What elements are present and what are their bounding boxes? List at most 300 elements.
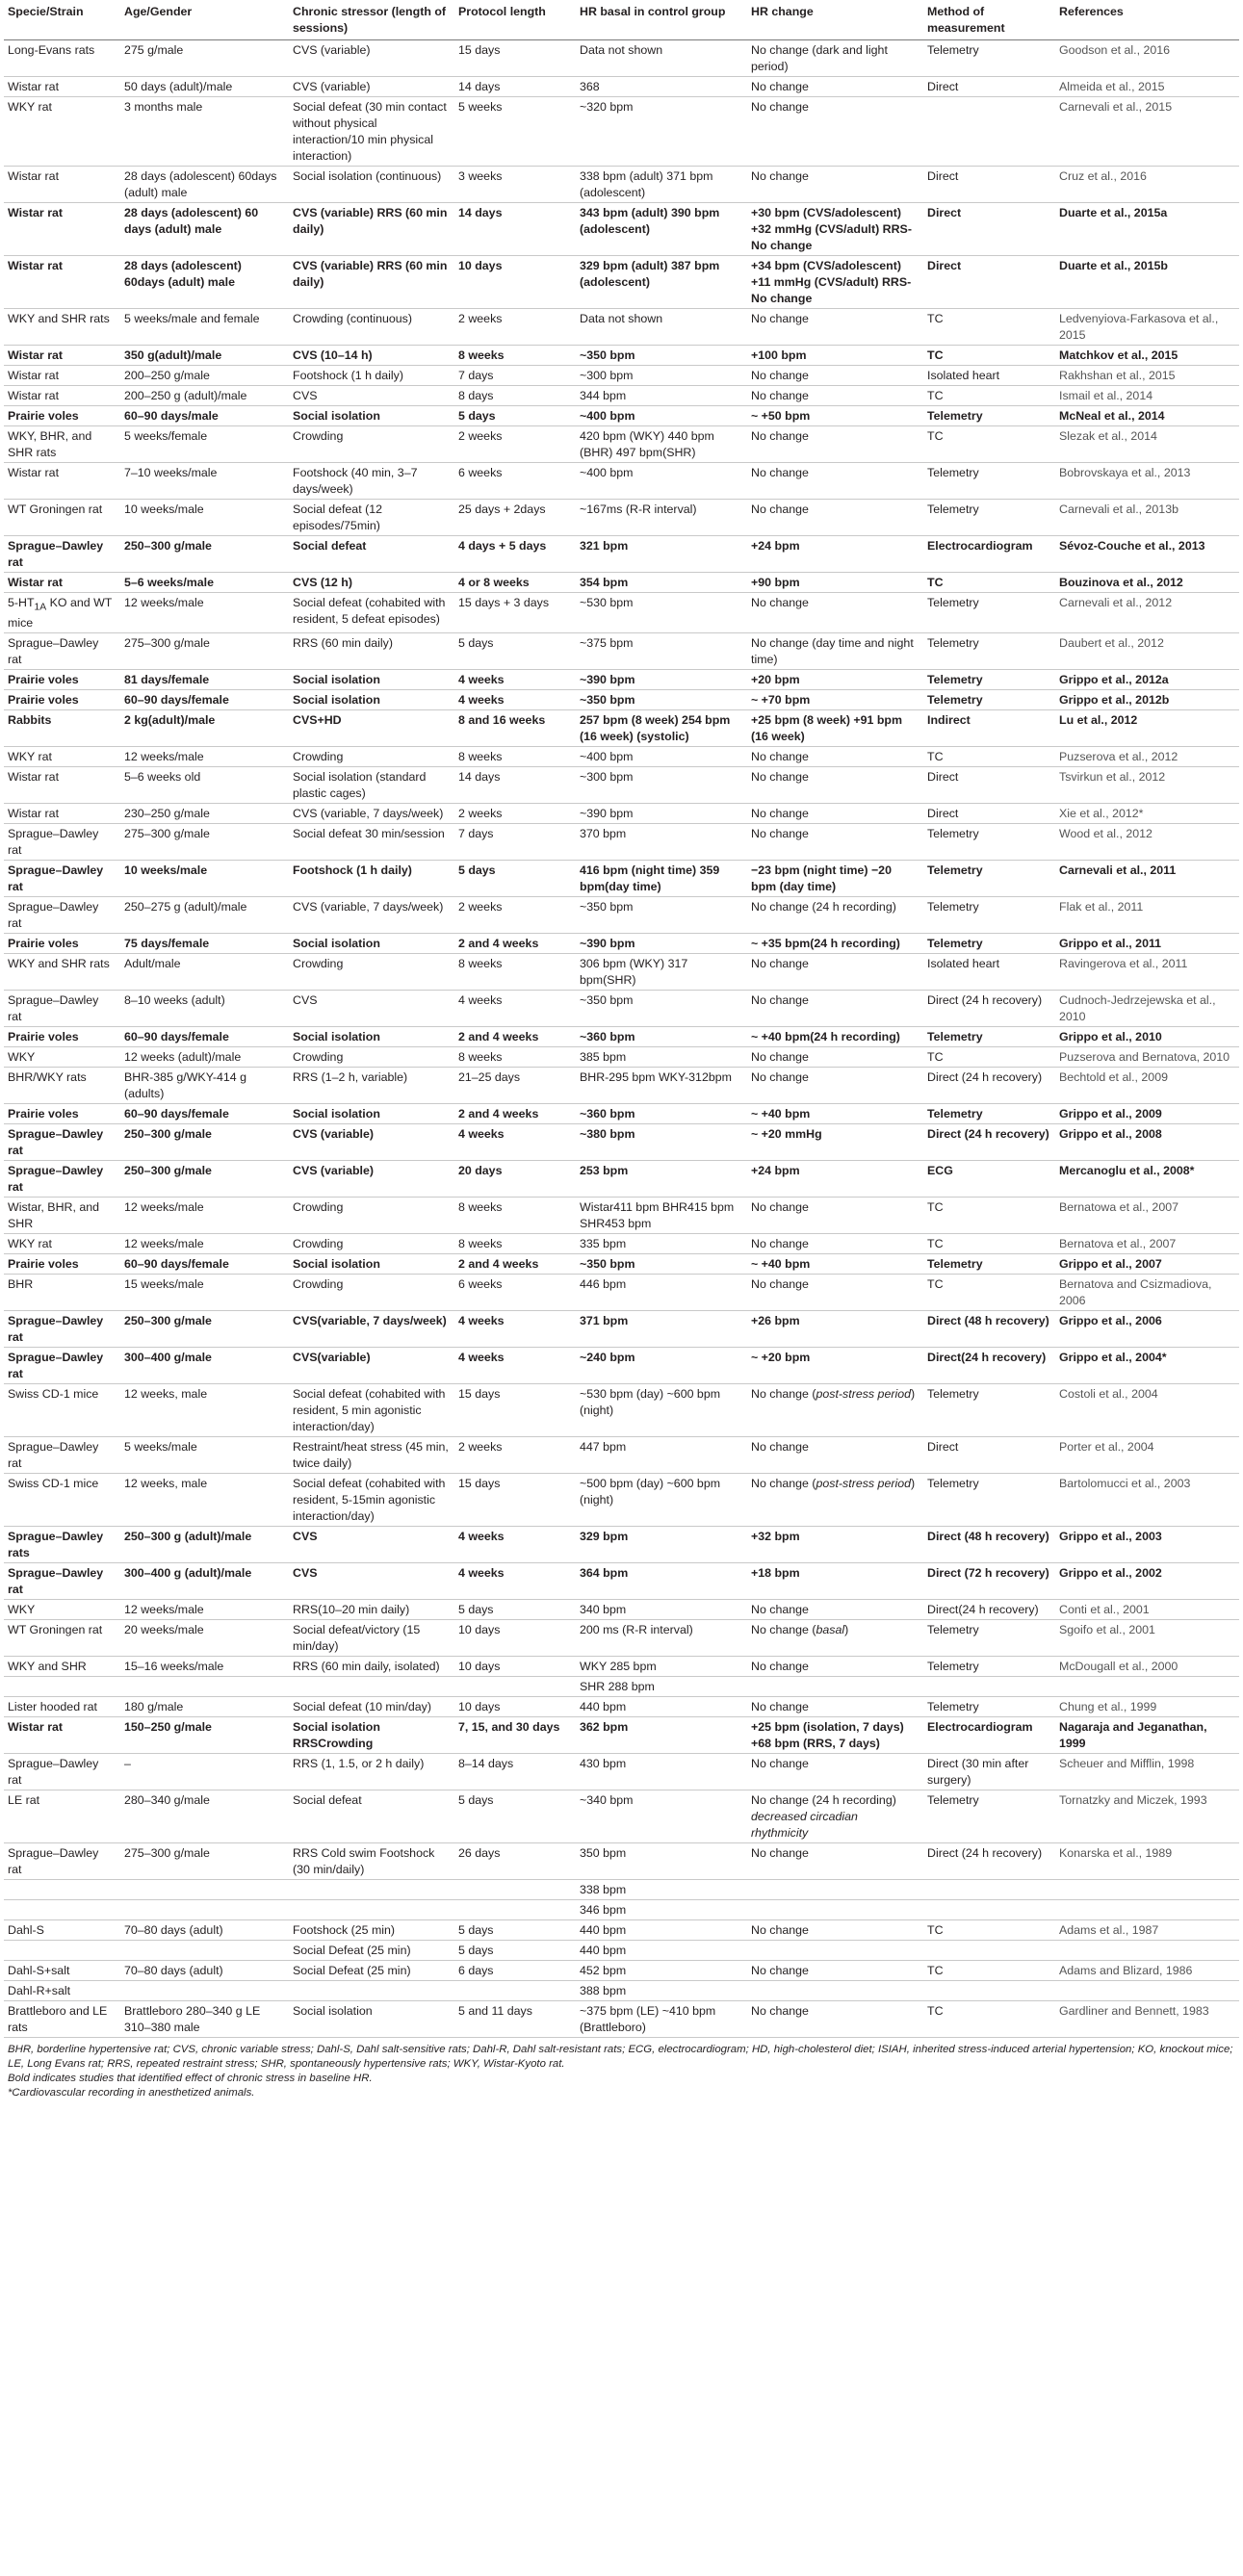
cell-reference: Xie et al., 2012* (1055, 804, 1239, 824)
cell-chronic-stressor: CVS (variable, 7 days/week) (289, 804, 454, 824)
cell-hr-basal: ~340 bpm (576, 1790, 747, 1843)
cell-species: WKY and SHR (4, 1657, 120, 1677)
cell-hr-change: +24 bpm (747, 536, 923, 573)
cell-age-gender: 60–90 days/female (120, 1027, 289, 1047)
cell-method: Telemetry (923, 406, 1055, 426)
cell-reference: Goodson et al., 2016 (1055, 40, 1239, 77)
cell-chronic-stressor: Social Defeat (25 min) (289, 1941, 454, 1961)
header-row (4, 2, 1239, 40)
header-method: Method of measurement (923, 2, 1055, 40)
cell-hr-change: No change (747, 1437, 923, 1474)
cell-hr-change: No change (day time and night time) (747, 633, 923, 670)
cell-protocol-length: 21–25 days (454, 1068, 576, 1104)
cell-protocol-length: 8 weeks (454, 747, 576, 767)
cell-reference: Ismail et al., 2014 (1055, 386, 1239, 406)
cell-chronic-stressor: Social isolation (289, 1104, 454, 1124)
cell-reference: Bernatova et al., 2007 (1055, 1234, 1239, 1254)
cell-hr-change: No change (24 h recording) decreased circadian rhythmicity (747, 1790, 923, 1843)
table-row (4, 346, 1239, 366)
table-row (4, 97, 1239, 167)
table-row (4, 1124, 1239, 1161)
cell-species: WKY and SHR rats (4, 309, 120, 346)
cell-age-gender (120, 1880, 289, 1900)
cell-reference: Grippo et al., 2010 (1055, 1027, 1239, 1047)
cell-hr-change: No change (dark and light period) (747, 40, 923, 77)
cell-hr-basal: 446 bpm (576, 1275, 747, 1311)
cell-hr-basal: 343 bpm (adult) 390 bpm (adolescent) (576, 203, 747, 256)
table-row (4, 1657, 1239, 1677)
cell-method: Telemetry (923, 500, 1055, 536)
cell-age-gender: 5 weeks/male and female (120, 309, 289, 346)
cell-protocol-length: 2 and 4 weeks (454, 934, 576, 954)
cell-reference: Daubert et al., 2012 (1055, 633, 1239, 670)
cell-protocol-length: 8–14 days (454, 1754, 576, 1790)
cell-hr-basal: 253 bpm (576, 1161, 747, 1198)
cell-hr-change: No change (747, 1697, 923, 1717)
cell-chronic-stressor: Crowding (289, 1234, 454, 1254)
cell-chronic-stressor: Social isolation RRSCrowding (289, 1717, 454, 1754)
cell-protocol-length: 6 weeks (454, 1275, 576, 1311)
cell-chronic-stressor: Social isolation (289, 934, 454, 954)
cell-reference: Grippo et al., 2003 (1055, 1527, 1239, 1563)
cell-hr-basal: ~390 bpm (576, 670, 747, 690)
cell-hr-change: No change (747, 1657, 923, 1677)
cell-protocol-length: 8 days (454, 386, 576, 406)
cell-hr-change: ~ +40 bpm (747, 1104, 923, 1124)
cell-hr-basal: 338 bpm (576, 1880, 747, 1900)
cell-age-gender: 300–400 g (adult)/male (120, 1563, 289, 1600)
cell-species: Wistar rat (4, 573, 120, 593)
header-chronic-stressor: Chronic stressor (length of sessions) (289, 2, 454, 40)
cell-reference: Sgoifo et al., 2001 (1055, 1620, 1239, 1657)
cell-species: Wistar rat (4, 366, 120, 386)
cell-age-gender: 12 weeks, male (120, 1474, 289, 1527)
cell-method (923, 1677, 1055, 1697)
table-row (4, 309, 1239, 346)
cell-hr-basal: 416 bpm (night time) 359 bpm(day time) (576, 861, 747, 897)
cell-reference: Ledvenyiova-Farkasova et al., 2015 (1055, 309, 1239, 346)
cell-age-gender: 12 weeks/male (120, 593, 289, 633)
cell-age-gender: Brattleboro 280–340 g LE 310–380 male (120, 2001, 289, 2038)
cell-method: Telemetry (923, 1620, 1055, 1657)
cell-species: Sprague–Dawley rat (4, 633, 120, 670)
cell-hr-basal: 420 bpm (WKY) 440 bpm (BHR) 497 bpm(SHR) (576, 426, 747, 463)
cell-reference: Carnevali et al., 2015 (1055, 97, 1239, 167)
cell-protocol-length: 2 weeks (454, 897, 576, 934)
cell-protocol-length: 15 days (454, 1474, 576, 1527)
cell-age-gender: 28 days (adolescent) 60days (adult) male (120, 256, 289, 309)
cell-species: WKY (4, 1600, 120, 1620)
cell-species: Sprague–Dawley rat (4, 1437, 120, 1474)
cell-hr-change: No change (747, 97, 923, 167)
cell-chronic-stressor: CVS (variable) (289, 1161, 454, 1198)
cell-reference (1055, 1941, 1239, 1961)
cell-reference: Wood et al., 2012 (1055, 824, 1239, 861)
cell-species: Prairie voles (4, 1254, 120, 1275)
cell-chronic-stressor: CVS (variable) (289, 77, 454, 97)
cell-protocol-length (454, 1981, 576, 2001)
table-row (4, 593, 1239, 633)
cell-method: Telemetry (923, 934, 1055, 954)
cell-method: Telemetry (923, 861, 1055, 897)
table-row (4, 670, 1239, 690)
cell-chronic-stressor: RRS (1–2 h, variable) (289, 1068, 454, 1104)
cell-reference: McNeal et al., 2014 (1055, 406, 1239, 426)
cell-protocol-length (454, 1677, 576, 1697)
cell-hr-basal: Data not shown (576, 40, 747, 77)
cell-hr-change: No change (747, 1843, 923, 1880)
cell-hr-basal: 440 bpm (576, 1941, 747, 1961)
table-row (4, 463, 1239, 500)
cell-chronic-stressor: Crowding (289, 954, 454, 991)
table-row (4, 1697, 1239, 1717)
cell-protocol-length: 7 days (454, 366, 576, 386)
cell-species: Wistar, BHR, and SHR (4, 1198, 120, 1234)
cell-protocol-length: 14 days (454, 767, 576, 804)
cell-method: Indirect (923, 710, 1055, 747)
cell-hr-basal: ~360 bpm (576, 1104, 747, 1124)
cell-method: Telemetry (923, 670, 1055, 690)
table-row (4, 710, 1239, 747)
cell-hr-change: −23 bpm (night time) −20 bpm (day time) (747, 861, 923, 897)
cell-species: Wistar rat (4, 1717, 120, 1754)
cell-protocol-length: 10 days (454, 1697, 576, 1717)
cell-method (923, 1941, 1055, 1961)
cell-protocol-length: 4 weeks (454, 1527, 576, 1563)
cell-hr-basal: ~350 bpm (576, 897, 747, 934)
cell-hr-change: No change (747, 500, 923, 536)
cell-species: Swiss CD-1 mice (4, 1384, 120, 1437)
cell-age-gender: 15 weeks/male (120, 1275, 289, 1311)
header-references: References (1055, 2, 1239, 40)
cell-reference (1055, 1900, 1239, 1920)
table-row (4, 1754, 1239, 1790)
cell-protocol-length: 25 days + 2days (454, 500, 576, 536)
cell-reference: Grippo et al., 2011 (1055, 934, 1239, 954)
cell-hr-basal: ~167ms (R-R interval) (576, 500, 747, 536)
cell-chronic-stressor: Social isolation (289, 670, 454, 690)
cell-chronic-stressor (289, 1900, 454, 1920)
cell-reference: Costoli et al., 2004 (1055, 1384, 1239, 1437)
cell-hr-basal: ~400 bpm (576, 463, 747, 500)
cell-hr-basal: ~530 bpm (576, 593, 747, 633)
cell-chronic-stressor: CVS (10–14 h) (289, 346, 454, 366)
cell-age-gender: 60–90 days/female (120, 1104, 289, 1124)
cell-chronic-stressor: Social isolation (standard plastic cages) (289, 767, 454, 804)
cell-method: ECG (923, 1161, 1055, 1198)
cell-protocol-length: 14 days (454, 203, 576, 256)
cell-age-gender: 70–80 days (adult) (120, 1920, 289, 1941)
cell-protocol-length: 5 days (454, 1920, 576, 1941)
cell-reference: Almeida et al., 2015 (1055, 77, 1239, 97)
table-row (4, 203, 1239, 256)
cell-method: Direct(24 h recovery) (923, 1600, 1055, 1620)
cell-chronic-stressor: CVS (289, 991, 454, 1027)
cell-protocol-length: 2 and 4 weeks (454, 1104, 576, 1124)
table-row (4, 386, 1239, 406)
table-row (4, 934, 1239, 954)
cell-protocol-length: 14 days (454, 77, 576, 97)
cell-hr-change: No change (747, 366, 923, 386)
cell-reference: Slezak et al., 2014 (1055, 426, 1239, 463)
table-row (4, 40, 1239, 77)
table-row (4, 426, 1239, 463)
cell-method: TC (923, 1234, 1055, 1254)
cell-protocol-length: 2 weeks (454, 804, 576, 824)
table-row (4, 1384, 1239, 1437)
cell-reference: Cudnoch-Jedrzejewska et al., 2010 (1055, 991, 1239, 1027)
cell-species: BHR (4, 1275, 120, 1311)
cell-reference: Bernatowa et al., 2007 (1055, 1198, 1239, 1234)
cell-method: TC (923, 309, 1055, 346)
cell-method: Telemetry (923, 690, 1055, 710)
cell-age-gender: 75 days/female (120, 934, 289, 954)
table-row (4, 1677, 1239, 1697)
cell-reference: Conti et al., 2001 (1055, 1600, 1239, 1620)
cell-age-gender (120, 1900, 289, 1920)
cell-method: Direct (24 h recovery) (923, 991, 1055, 1027)
cell-method: Telemetry (923, 1384, 1055, 1437)
table-row (4, 1563, 1239, 1600)
cell-species: Sprague–Dawley rat (4, 1161, 120, 1198)
table-row (4, 573, 1239, 593)
cell-protocol-length: 8 weeks (454, 346, 576, 366)
header-age-gender: Age/Gender (120, 2, 289, 40)
table-row (4, 1234, 1239, 1254)
cell-chronic-stressor: RRS(10–20 min daily) (289, 1600, 454, 1620)
cell-chronic-stressor: Social defeat (289, 536, 454, 573)
cell-reference: Tornatzky and Miczek, 1993 (1055, 1790, 1239, 1843)
cell-hr-basal: 340 bpm (576, 1600, 747, 1620)
cell-chronic-stressor: Social isolation (289, 2001, 454, 2038)
cell-species: Wistar rat (4, 767, 120, 804)
cell-reference: Bernatova and Csizmadiova, 2006 (1055, 1275, 1239, 1311)
cell-species (4, 1880, 120, 1900)
footnote-anesthetized: *Cardiovascular recording in anesthetized animals. (8, 2087, 255, 2099)
cell-hr-basal: 329 bpm (576, 1527, 747, 1563)
cell-method: Telemetry (923, 897, 1055, 934)
table-row (4, 1047, 1239, 1068)
cell-chronic-stressor: Footshock (25 min) (289, 1920, 454, 1941)
cell-chronic-stressor: Social Defeat (25 min) (289, 1961, 454, 1981)
cell-hr-basal: ~350 bpm (576, 346, 747, 366)
table-row (4, 767, 1239, 804)
cell-hr-change: +24 bpm (747, 1161, 923, 1198)
table-row (4, 256, 1239, 309)
cell-method: TC (923, 573, 1055, 593)
table-row (4, 77, 1239, 97)
cell-protocol-length: 4 weeks (454, 670, 576, 690)
cell-chronic-stressor: RRS (1, 1.5, or 2 h daily) (289, 1754, 454, 1790)
cell-method: Direct (923, 203, 1055, 256)
cell-reference: Adams and Blizard, 1986 (1055, 1961, 1239, 1981)
cell-method: Direct (923, 1437, 1055, 1474)
cell-chronic-stressor: Social defeat (cohabited with resident, 5 min agonistic interaction/day) (289, 1384, 454, 1437)
cell-age-gender: 12 weeks/male (120, 1234, 289, 1254)
cell-hr-change: +90 bpm (747, 573, 923, 593)
cell-age-gender: 275–300 g/male (120, 1843, 289, 1880)
cell-method: Direct (48 h recovery) (923, 1527, 1055, 1563)
cell-age-gender: 250–300 g (adult)/male (120, 1527, 289, 1563)
cell-hr-basal: 329 bpm (adult) 387 bpm (adolescent) (576, 256, 747, 309)
table-row (4, 1717, 1239, 1754)
cell-species: Sprague–Dawley rat (4, 1843, 120, 1880)
cell-species: WKY rat (4, 97, 120, 167)
cell-hr-change: No change (747, 804, 923, 824)
cell-hr-basal: ~400 bpm (576, 406, 747, 426)
cell-chronic-stressor (289, 1981, 454, 2001)
cell-hr-change: No change (747, 593, 923, 633)
cell-reference: Puzserova et al., 2012 (1055, 747, 1239, 767)
cell-hr-basal: 388 bpm (576, 1981, 747, 2001)
cell-chronic-stressor: CVS+HD (289, 710, 454, 747)
cell-hr-change: No change (747, 1047, 923, 1068)
cell-age-gender: 15–16 weeks/male (120, 1657, 289, 1677)
table-row (4, 1275, 1239, 1311)
cell-species: Sprague–Dawley rat (4, 861, 120, 897)
cell-protocol-length: 5 days (454, 406, 576, 426)
table-row (4, 1161, 1239, 1198)
cell-reference: Sévoz-Couche et al., 2013 (1055, 536, 1239, 573)
cell-reference: Carnevali et al., 2011 (1055, 861, 1239, 897)
cell-protocol-length: 5 days (454, 633, 576, 670)
cell-method: Direct (923, 767, 1055, 804)
cell-hr-change: +25 bpm (isolation, 7 days) +68 bpm (RRS, 7 days) (747, 1717, 923, 1754)
table-footnotes (4, 2038, 1239, 2100)
cell-hr-basal: ~500 bpm (day) ~600 bpm (night) (576, 1474, 747, 1527)
cell-age-gender: 70–80 days (adult) (120, 1961, 289, 1981)
cell-age-gender: 60–90 days/female (120, 1254, 289, 1275)
cell-chronic-stressor: CVS (variable) RRS (60 min daily) (289, 256, 454, 309)
table-row (4, 2001, 1239, 2038)
cell-hr-change: No change (747, 386, 923, 406)
cell-hr-change: +30 bpm (CVS/adolescent) +32 mmHg (CVS/adult) RRS-No change (747, 203, 923, 256)
cell-hr-basal: ~320 bpm (576, 97, 747, 167)
cell-hr-change: +34 bpm (CVS/adolescent) +11 mmHg (CVS/adult) RRS-No change (747, 256, 923, 309)
cell-reference: Porter et al., 2004 (1055, 1437, 1239, 1474)
cell-age-gender: 8–10 weeks (adult) (120, 991, 289, 1027)
cell-age-gender: 5–6 weeks/male (120, 573, 289, 593)
cell-hr-basal: WKY 285 bpm (576, 1657, 747, 1677)
table-row (4, 1068, 1239, 1104)
cell-species: Prairie voles (4, 670, 120, 690)
cell-reference: Carnevali et al., 2012 (1055, 593, 1239, 633)
cell-method: Telemetry (923, 593, 1055, 633)
cell-hr-basal: ~375 bpm (576, 633, 747, 670)
cell-hr-change: No change (post-stress period) (747, 1474, 923, 1527)
cell-protocol-length: 4 weeks (454, 1124, 576, 1161)
cell-hr-basal: ~350 bpm (576, 991, 747, 1027)
header-hr-change: HR change (747, 2, 923, 40)
cell-method: Electrocardiogram (923, 1717, 1055, 1754)
cell-method: Telemetry (923, 1254, 1055, 1275)
cell-hr-basal: 385 bpm (576, 1047, 747, 1068)
cell-hr-change (747, 1981, 923, 2001)
cell-chronic-stressor: CVS(variable) (289, 1348, 454, 1384)
cell-age-gender: 81 days/female (120, 670, 289, 690)
cell-chronic-stressor: Crowding (289, 747, 454, 767)
cell-hr-change: +18 bpm (747, 1563, 923, 1600)
cell-protocol-length: 2 weeks (454, 426, 576, 463)
cell-hr-change: No change (747, 426, 923, 463)
cell-method: TC (923, 1198, 1055, 1234)
cell-method: TC (923, 1920, 1055, 1941)
cell-hr-change: No change (747, 1068, 923, 1104)
cell-protocol-length: 4 weeks (454, 1563, 576, 1600)
cell-hr-change: No change (747, 1234, 923, 1254)
cell-hr-basal: 370 bpm (576, 824, 747, 861)
table-row (4, 824, 1239, 861)
cell-hr-basal: 350 bpm (576, 1843, 747, 1880)
cell-reference: Duarte et al., 2015a (1055, 203, 1239, 256)
cell-protocol-length: 5 days (454, 1790, 576, 1843)
cell-protocol-length: 4 weeks (454, 1311, 576, 1348)
cell-hr-change: No change (24 h recording) (747, 897, 923, 934)
table-row (4, 1900, 1239, 1920)
table-row (4, 1600, 1239, 1620)
cell-hr-basal: ~350 bpm (576, 690, 747, 710)
cell-species: Wistar rat (4, 804, 120, 824)
cell-hr-change: No change (747, 463, 923, 500)
table-row (4, 1027, 1239, 1047)
cell-method: TC (923, 1961, 1055, 1981)
cell-protocol-length (454, 1880, 576, 1900)
cell-chronic-stressor: CVS(variable, 7 days/week) (289, 1311, 454, 1348)
cell-protocol-length: 7 days (454, 824, 576, 861)
cell-species: Sprague–Dawley rat (4, 991, 120, 1027)
cell-protocol-length: 8 weeks (454, 954, 576, 991)
cell-species: $5-HT_{1A}$ KO and WT mice (4, 593, 120, 633)
cell-hr-basal: ~400 bpm (576, 747, 747, 767)
cell-species: Wistar rat (4, 256, 120, 309)
cell-reference: Scheuer and Mifflin, 1998 (1055, 1754, 1239, 1790)
cell-hr-basal: 354 bpm (576, 573, 747, 593)
cell-reference: Nagaraja and Jeganathan, 1999 (1055, 1717, 1239, 1754)
cell-species: Dahl-S (4, 1920, 120, 1941)
cell-protocol-length: 6 days (454, 1961, 576, 1981)
cell-hr-change: No change (747, 1920, 923, 1941)
cell-species (4, 1941, 120, 1961)
cell-chronic-stressor: Crowding (continuous) (289, 309, 454, 346)
cell-method: Direct (24 h recovery) (923, 1068, 1055, 1104)
cell-age-gender: 12 weeks (adult)/male (120, 1047, 289, 1068)
cell-hr-change: No change (747, 1600, 923, 1620)
cell-species: Prairie voles (4, 1027, 120, 1047)
cell-method: TC (923, 747, 1055, 767)
cell-hr-basal: 335 bpm (576, 1234, 747, 1254)
cell-reference: Grippo et al., 2009 (1055, 1104, 1239, 1124)
cell-species: Dahl-R+salt (4, 1981, 120, 2001)
cell-hr-basal: BHR-295 bpm WKY-312bpm (576, 1068, 747, 1104)
cell-age-gender: 250–300 g/male (120, 536, 289, 573)
cell-method: Isolated heart (923, 954, 1055, 991)
cell-method (923, 1900, 1055, 1920)
cell-reference: Konarska et al., 1989 (1055, 1843, 1239, 1880)
cell-hr-change: ~ +70 bpm (747, 690, 923, 710)
cell-hr-change: No change (747, 767, 923, 804)
cell-hr-change: No change (747, 2001, 923, 2038)
cell-reference: Bouzinova et al., 2012 (1055, 573, 1239, 593)
cell-reference (1055, 1981, 1239, 2001)
cell-protocol-length: 8 weeks (454, 1198, 576, 1234)
table-row (4, 500, 1239, 536)
cell-hr-basal: 338 bpm (adult) 371 bpm (adolescent) (576, 167, 747, 203)
cell-age-gender: 28 days (adolescent) 60days (adult) male (120, 167, 289, 203)
table-row (4, 1880, 1239, 1900)
cell-species (4, 1900, 120, 1920)
cell-species: Wistar rat (4, 463, 120, 500)
cell-species: Sprague–Dawley rat (4, 1124, 120, 1161)
